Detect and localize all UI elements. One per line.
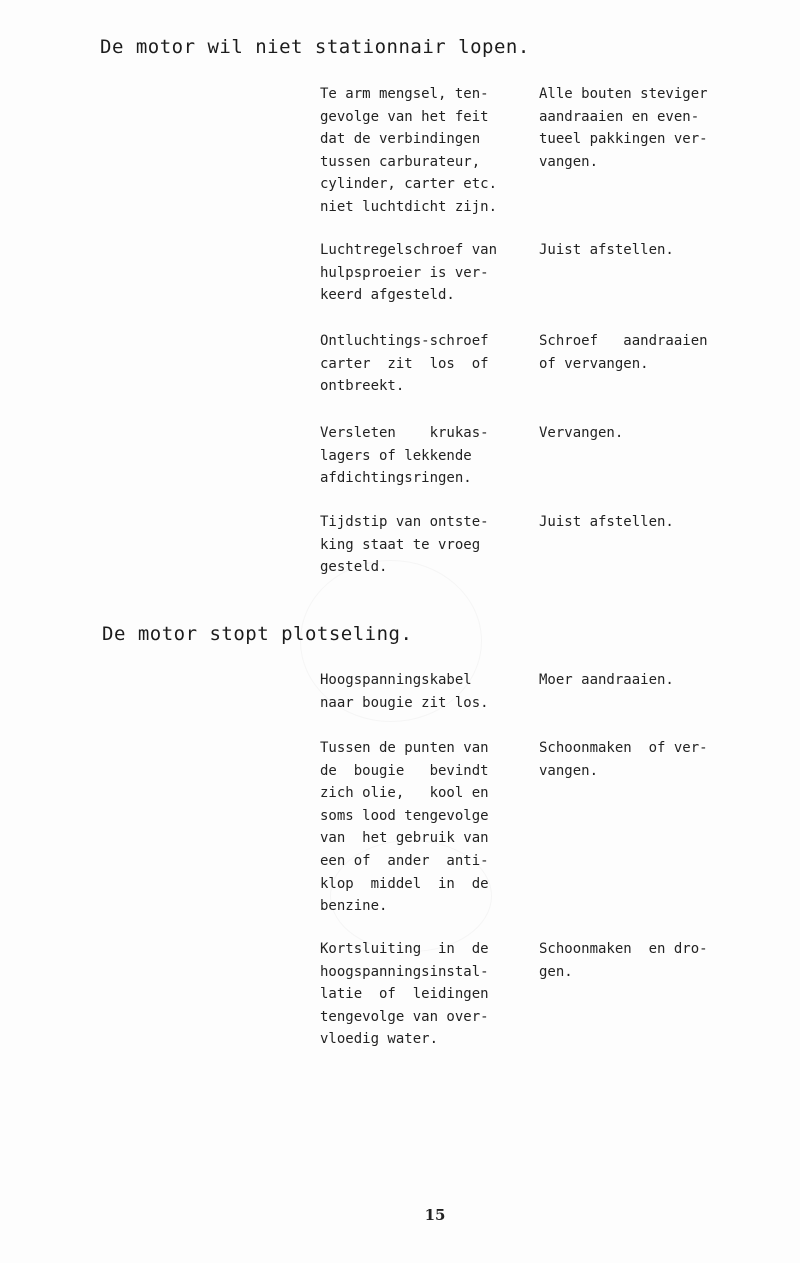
remedy-text: Juist afstellen. xyxy=(539,242,674,258)
cause-text: Kortsluiting in de hoogspanningsinstal- latie of leidingen tengevolge van over- vloedig water. xyxy=(320,941,489,1048)
cause-text: Versleten krukas- lagers of lekkende afdichtingsringen. xyxy=(320,425,489,487)
section-heading: De motor stopt plotseling. xyxy=(102,623,413,645)
page-number: 15 xyxy=(424,1206,446,1224)
cause-text: Ontluchtings-schroef carter zit los of ontbreekt. xyxy=(320,333,489,395)
remedy-text: Alle bouten steviger aandraaien en even- tueel pakkingen ver- vangen. xyxy=(539,86,708,170)
cause-text: Luchtregelschroef van hulpsproeier is ver- keerd afgesteld. xyxy=(320,242,498,304)
section-heading: De motor wil niet stationnair lopen. xyxy=(100,36,530,58)
remedy-text: Schroef aandraaien of vervangen. xyxy=(539,333,708,372)
remedy-text: Vervangen. xyxy=(539,425,624,441)
cause-text: Tussen de punten van de bougie bevindt zich olie, kool en soms lood tengevolge van het gebruik van een of ander anti- klop middel in de benzine. xyxy=(320,740,489,915)
remedy-text: Juist afstellen. xyxy=(539,514,674,530)
remedy-text: Schoonmaken of ver- vangen. xyxy=(539,740,708,779)
cause-text: Hoogspanningskabel naar bougie zit los. xyxy=(320,672,489,711)
remedy-text: Schoonmaken en dro- gen. xyxy=(539,941,708,980)
cause-text: Tijdstip van ontste- king staat te vroeg gesteld. xyxy=(320,514,489,576)
remedy-text: Moer aandraaien. xyxy=(539,672,674,688)
cause-text: Te arm mengsel, ten- gevolge van het feit dat de verbindingen tussen carburateur, cylinder, carter etc. niet luchtdicht zijn. xyxy=(320,86,498,215)
